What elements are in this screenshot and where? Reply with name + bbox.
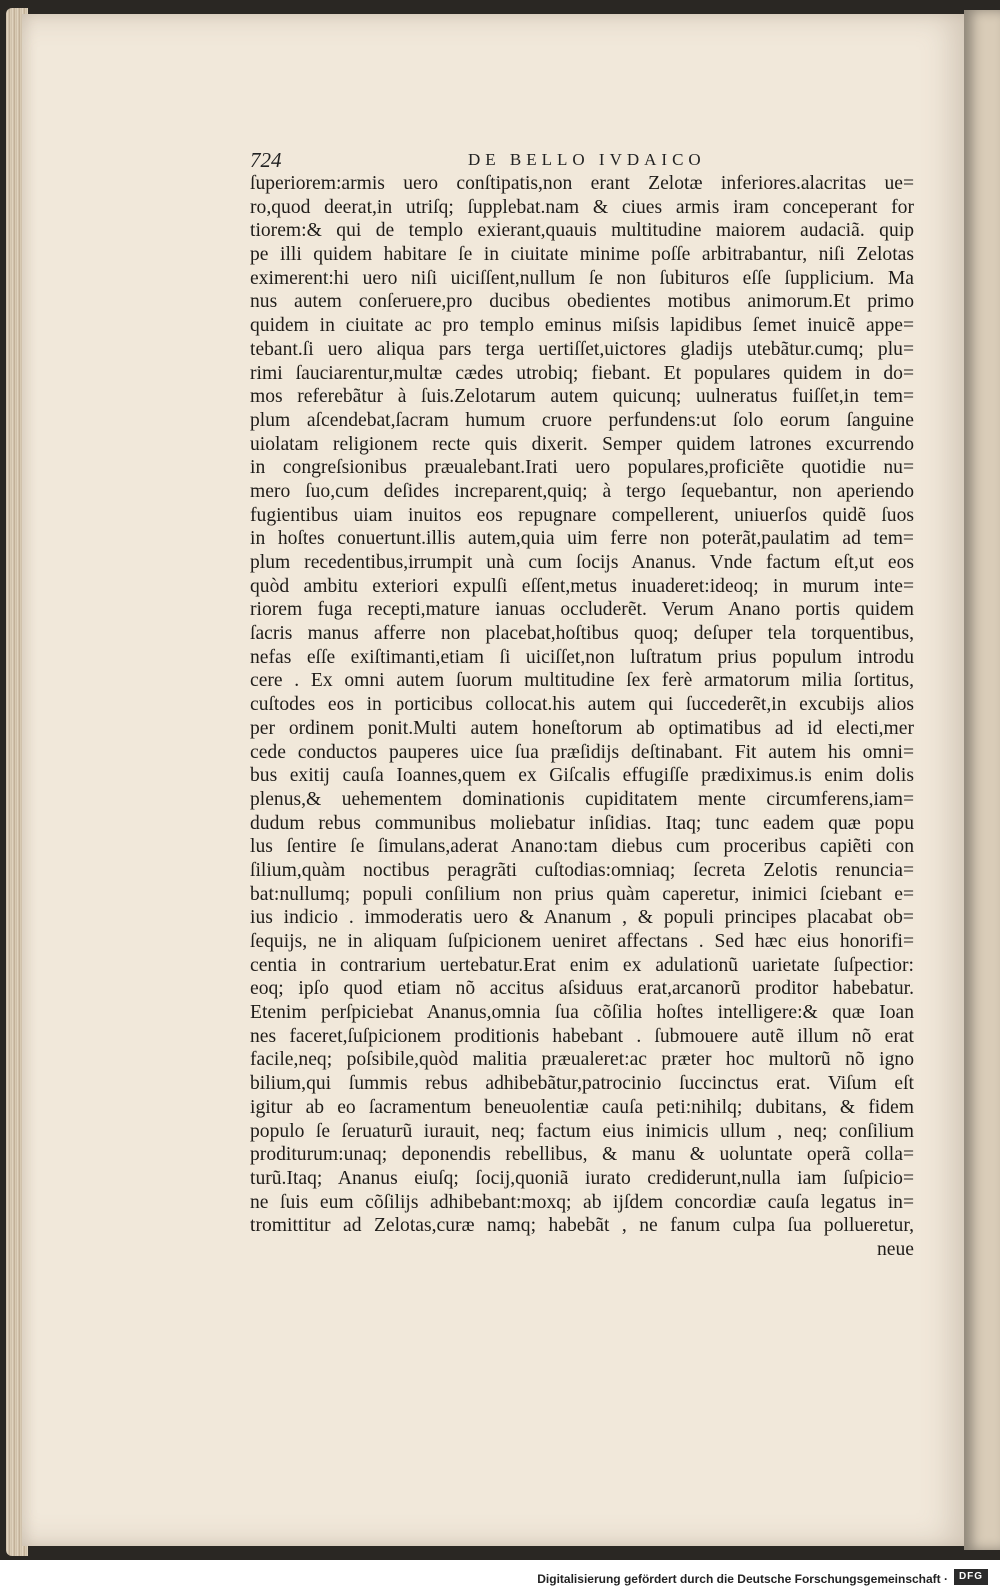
text-line: eximerent:hi uero niſi uiciſſent,nullum ſe non ſubituros eſſe ſupplicium. Ma (250, 267, 914, 289)
text-line: ne ſuis eum cõſilijs adhibebant:moxq; ab ijſdem concordiæ cauſa legatus in= (250, 1191, 914, 1213)
text-line: dudum rebus communibus moliebatur inſidias. Itaq; tunc eadem quæ popu (250, 812, 914, 834)
text-line: nes faceret,ſuſpicionem proditionis habebant . ſubmouere autẽ illum nõ erat (250, 1025, 914, 1047)
catchword: neue (877, 1238, 914, 1260)
text-line: bat:nullumq; populi conſilium non prius quàm caperetur, inimici ſciebant e= (250, 883, 914, 905)
text-line: ſequijs, ne in aliquam ſuſpicionem ueniret affectans . Sed hæc eius honorifi= (250, 931, 914, 952)
text-line: uiolatam religionem recte quis dixerit. Semper quidem latrones excurrendo (250, 433, 914, 455)
text-line: cere . Ex omni autem ſuorum multitudine ſex ferè armatorum milia ſortitus, (250, 670, 914, 692)
text-line: tebant.ſi uero aliqua pars terga uertiſſet,uictores gladijs utebãtur.cumq; plu= (250, 338, 914, 360)
text-line: cuſtodes eos in porticibus collocat.his autem qui ſuccederẽt,in excubijs alios (250, 694, 914, 716)
text-line: centia in contrarium uertebatur.Erat enim ex adulationũ uarietate ſuſpectior: (250, 954, 914, 976)
text-line: bilium,qui ſummis rebus adhibebãtur,patrocinio ſuccinctus erat. Viſum eſt (250, 1073, 914, 1095)
text-line: per ordinem ponit.Multi autem honeſtorum ab optimatibus ad id electi,mer (250, 717, 914, 739)
text-line: pe illi quidem habitare ſe in ciuitate minime poſſe arbitrabantur, niſi Zelotas (250, 244, 914, 266)
text-line: ſuperiorem:armis uero conſtipatis,non erant Zelotæ inferiores.alacritas ue= (250, 173, 914, 194)
dfg-logo: DFG (954, 1569, 988, 1585)
text-line: ſacris manus afferre non placebat,hoſtibus quoq; deſuper tela torquentibus, (250, 623, 914, 645)
body-text (250, 172, 914, 1262)
text-line: bus exitij cauſa Ioannes,quem ex Giſcalis effugiſſe prædiximus.is enim dolis (250, 765, 914, 787)
text-line: turũ.Itaq; Ananus eiuſq; ſocij,quoniã iurato crediderunt,nulla iam ſuſpicio= (250, 1167, 914, 1189)
text-line: ro,quod deerat,in utriſq; ſupplebat.nam & ciues armis iram conceperant for (250, 196, 914, 218)
text-line: riorem fuga recepti,mature ianuas occluderẽt. Verum Anano portis quidem (250, 599, 914, 621)
footer-bar (0, 1560, 1000, 1592)
text-line: ius indicio . immoderatis uero & Ananum , & populi principes placabat ob= (250, 907, 914, 929)
text-line: plum aſcendebat,ſacram humum cruore perfundens:ut ſolo eorum ſanguine (250, 409, 914, 431)
page-header (250, 148, 712, 174)
text-line: nefas eſſe exiſtimanti,etiam ſi uiciſſet,non luſtratum prius populum introdu (250, 646, 914, 668)
text-line: quidem in ciuitate ac pro templo eminus miſsis lapidibus ſemet inuicẽ appe= (250, 315, 914, 337)
facing-page-edge (964, 10, 1000, 1550)
text-line: in hoſtes conuertunt.illis autem,quia uim ferre non poterãt,paulatim ad tem= (250, 528, 914, 550)
text-line: nus autem conſeruere,pro ducibus obedientes motibus animorum.Et primo (250, 291, 914, 313)
running-title: DE BELLO IVDAICO (468, 150, 706, 169)
text-line: proditurum:unaq; deponendis rebellibus, & manu & uoluntate operã colla= (250, 1144, 914, 1166)
text-line: fugientibus uiam inuitos eos repugnare compellerent, uniuerſos quidẽ ſuos (250, 504, 914, 526)
text-line: tiorem:& qui de templo exierant,quauis multitudine maiorem audaciã. quip (250, 220, 914, 242)
text-line: cede conductos pauperes uice ſua præſidijs deſtinabant. Fit autem his omni= (250, 741, 914, 763)
text-line: rimi ſauciarentur,multæ cædes utrobiq; fiebant. Et populares quidem in do= (250, 362, 914, 384)
text-line: facile,neq; poſsibile,quòd malitia præualeret:ac præter hoc multorũ nõ igno (250, 1049, 914, 1071)
text-line: in congreſsionibus præualebant.Irati uero populares,proficiẽte quotidie nu= (250, 457, 914, 479)
page-number: 724 (250, 148, 282, 172)
text-line: mero ſuo,cum deſides increparent,quiq; à tergo ſequebantur, non aperiendo (250, 480, 914, 502)
text-line: lus ſentire ſe ſimulans,aderat Anano:tam diebus cum proceribus capiẽti con (250, 836, 914, 858)
text-line: mos referebãtur à ſuis.Zelotarum autem quicunq; uulneratus fuiſſet,in tem= (250, 386, 914, 408)
text-line: quòd ambitu exteriori expulſi eſſent,metus inuaderet:ideoq; in murum inte= (250, 575, 914, 597)
text-line: tromittitur ad Zelotas,curæ namq; habebãt , ne fanum culpa ſua pollueretur, (250, 1215, 914, 1237)
text-line: plenus,& uehementem dominationis cupiditatem mente circumferens,iam= (250, 788, 914, 810)
text-line: igitur ab eo ſacramentum beneuolentiæ cauſa peti:nihilq; dubitans, & fidem (250, 1096, 914, 1118)
funding-notice: Digitalisierung gefördert durch die Deutsche Forschungsgemeinschaft · (537, 1572, 948, 1586)
text-line: ſilium,quàm noctibus peragrãti cuſtodias:omniaq; ſecreta Zelotis renuncia= (250, 859, 914, 881)
text-line: eoq; ipſo quod etiam nõ accitus aſsiduus erat,arcanorũ proditor habebatur. (250, 978, 914, 1000)
text-line: Etenim perſpiciebat Ananus,omnia ſua cõſilia hoſtes intelligere:& quæ Ioan (250, 1002, 914, 1024)
text-line: plum recedentibus,irrumpit unà cum ſocijs Ananus. Vnde factum eſt,ut eos (250, 552, 914, 573)
text-line: populo ſe ſeruaturũ iurauit, neq; factum eius inimicis ullum , neq; conſilium (250, 1120, 914, 1142)
